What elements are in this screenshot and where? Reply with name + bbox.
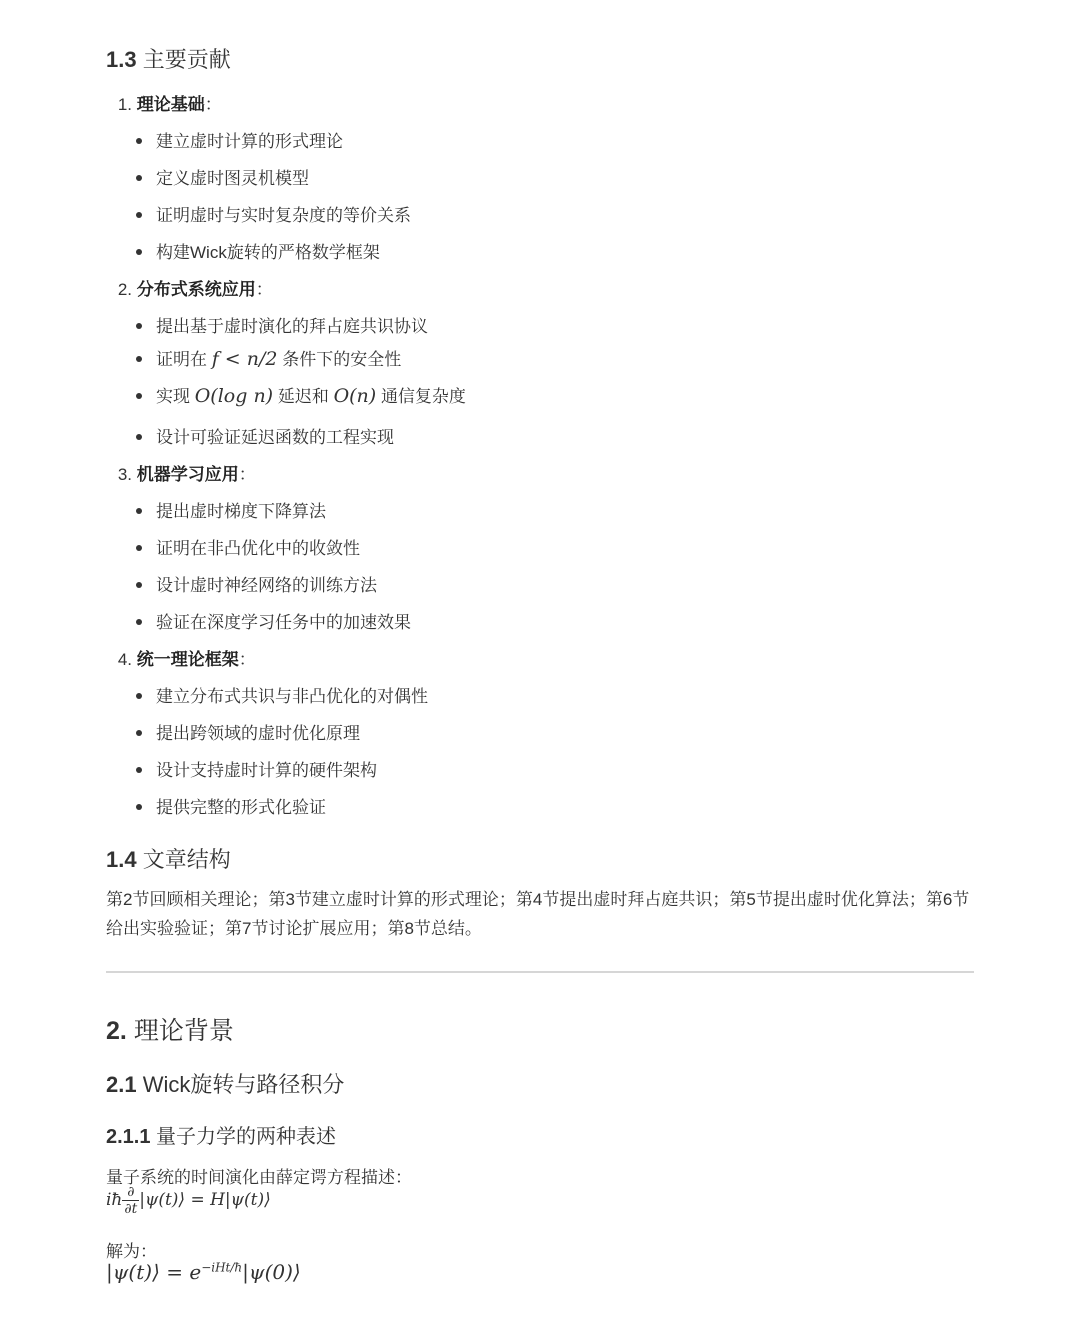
- list-number: 3.: [117, 465, 132, 484]
- bullet-icon: [136, 804, 142, 810]
- list-item: [136, 312, 428, 337]
- bullet-icon: [136, 619, 142, 625]
- list-item-text: 定义虚时图灵机模型: [156, 169, 309, 188]
- bullet-icon: [136, 767, 142, 773]
- contribution-item-1: [106, 90, 222, 115]
- intro-text: 量子系统的时间演化由薛定谔方程描述：: [106, 1168, 412, 1187]
- section-number: 2.: [106, 1017, 127, 1045]
- list-item-text: 条件下的安全性: [282, 350, 402, 369]
- list-item: [136, 719, 360, 744]
- list-item: [136, 534, 360, 559]
- bullet-icon: [136, 393, 142, 399]
- structure-paragraph: 第2节回顾相关理论；第3节建立虚时计算的形式理论；第4节提出虚时拜占庭共识；第5节提出虚时优化算法；第6节给出实验验证；第7节讨论扩展应用；第8节总结。: [106, 890, 970, 938]
- section-title: Wick旋转与路径积分: [142, 1072, 345, 1097]
- list-item-title: 分布式系统应用: [136, 280, 256, 299]
- list-item-text: 证明在: [156, 350, 207, 369]
- solution-equation: [106, 1260, 301, 1284]
- list-number: 1.: [117, 95, 132, 114]
- bullet-icon: [136, 693, 142, 699]
- bullet-icon: [136, 323, 142, 329]
- bullet-icon: [136, 730, 142, 736]
- list-item-text: 设计虚时神经网络的训练方法: [156, 576, 377, 595]
- list-item: [136, 382, 466, 407]
- list-item-text: 证明在非凸优化中的收敛性: [156, 539, 360, 558]
- list-item-text: 通信复杂度: [380, 387, 466, 406]
- section-title: 主要贡献: [142, 47, 231, 72]
- partial-fraction: [122, 1184, 139, 1217]
- bullet-icon: [136, 508, 142, 514]
- list-item-text: 延迟和: [277, 387, 329, 406]
- list-item: [136, 793, 326, 818]
- section-heading-2-1-1: [106, 1120, 336, 1149]
- list-item-title: 理论基础: [136, 95, 205, 114]
- bullet-icon: [136, 138, 142, 144]
- section-heading-1-4: [106, 843, 231, 874]
- list-item: [136, 608, 411, 633]
- equation-lhs: |ψ(t)⟩ = e: [106, 1260, 202, 1284]
- list-item: [136, 238, 380, 263]
- list-item-text: 提出虚时梯度下降算法: [156, 502, 326, 521]
- list-item: [136, 423, 394, 448]
- list-item: [136, 164, 309, 189]
- section-title: 文章结构: [142, 847, 231, 872]
- list-item-text: 提出跨领域的虚时优化原理: [156, 724, 360, 743]
- solution-label: 解为：: [106, 1242, 157, 1261]
- section-heading-1-3: [106, 43, 231, 74]
- section-number: 1.4: [106, 847, 137, 872]
- contribution-item-3: [106, 460, 256, 485]
- section-heading-2: [106, 1011, 234, 1047]
- list-item-text: 实现: [156, 387, 190, 406]
- list-item-title: 统一理论框架: [136, 650, 239, 669]
- section-number: 1.3: [106, 47, 137, 72]
- list-item: [136, 571, 377, 596]
- list-item: [136, 127, 343, 152]
- list-item-text: 设计支持虚时计算的硬件架构: [156, 761, 377, 780]
- list-item-text: 构建Wick旋转的严格数学框架: [156, 243, 380, 262]
- section-title: 理论背景: [133, 1017, 234, 1045]
- bullet-icon: [136, 175, 142, 181]
- list-item-text: 设计可验证延迟函数的工程实现: [156, 428, 394, 447]
- equation-rhs: |ψ(t)⟩ = H|ψ(t)⟩: [139, 1190, 271, 1210]
- list-item: [136, 682, 428, 707]
- equation-lhs: iħ: [106, 1190, 123, 1210]
- inline-math: O(log n): [194, 385, 274, 407]
- list-item: [136, 201, 411, 226]
- horizontal-rule: [106, 971, 974, 973]
- exponent: −iHt/ħ: [201, 1260, 243, 1275]
- list-item-text: 建立分布式共识与非凸优化的对偶性: [156, 687, 428, 706]
- contribution-item-2: [106, 275, 273, 300]
- list-item-text: 提出基于虚时演化的拜占庭共识协议: [156, 317, 428, 336]
- list-item: [136, 756, 377, 781]
- fraction-denominator: ∂t: [124, 1201, 138, 1217]
- inline-math: O(n): [333, 385, 377, 407]
- list-item: [136, 345, 401, 370]
- schrodinger-equation: [106, 1184, 271, 1217]
- section-number: 2.1.1: [106, 1126, 151, 1148]
- colon: ：: [204, 95, 222, 114]
- section-number: 2.1: [106, 1072, 137, 1097]
- fraction-numerator: ∂: [122, 1184, 139, 1201]
- bullet-icon: [136, 249, 142, 255]
- section-title: 量子力学的两种表述: [156, 1126, 337, 1148]
- inline-math: f < n/2: [211, 348, 278, 370]
- colon: ：: [238, 465, 256, 484]
- colon: ：: [238, 650, 256, 669]
- bullet-icon: [136, 582, 142, 588]
- list-number: 2.: [117, 280, 132, 299]
- contribution-item-4: [106, 645, 256, 670]
- colon: ：: [255, 280, 273, 299]
- section-heading-2-1: [106, 1068, 344, 1099]
- bullet-icon: [136, 356, 142, 362]
- bullet-icon: [136, 545, 142, 551]
- bullet-icon: [136, 212, 142, 218]
- list-item-text: 证明虚时与实时复杂度的等价关系: [156, 206, 411, 225]
- list-number: 4.: [117, 650, 132, 669]
- list-item-text: 建立虚时计算的形式理论: [156, 132, 343, 151]
- list-item-title: 机器学习应用: [136, 465, 239, 484]
- equation-rhs: |ψ(0)⟩: [242, 1260, 301, 1284]
- list-item-text: 提供完整的形式化验证: [156, 798, 326, 817]
- list-item: [136, 497, 326, 522]
- list-item-text: 验证在深度学习任务中的加速效果: [156, 613, 411, 632]
- bullet-icon: [136, 434, 142, 440]
